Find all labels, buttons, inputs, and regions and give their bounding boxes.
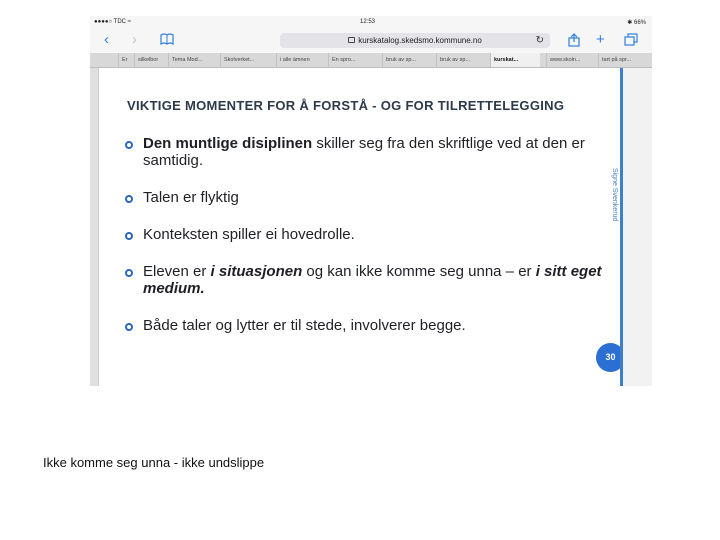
caption: Ikke komme seg unna - ikke undslippe xyxy=(43,455,265,470)
clock: 12:53 xyxy=(360,19,376,25)
bullet-icon xyxy=(125,141,133,149)
tab[interactable]: Tema Mod... xyxy=(168,53,216,67)
list-item: Den muntlige disiplinen skiller seg fra den skriftlige ved at den er samtidig. xyxy=(125,135,610,169)
share-icon[interactable] xyxy=(568,33,580,50)
list-item: Både taler og lytter er til stede, involverer begge. xyxy=(125,317,610,334)
side-panel xyxy=(620,68,652,386)
tabs-overview-icon[interactable] xyxy=(624,33,638,49)
left-margin xyxy=(90,68,98,386)
browser-toolbar xyxy=(90,29,652,53)
presentation-slide xyxy=(98,68,621,386)
tab[interactable]: En spro... xyxy=(328,53,374,67)
new-tab-icon[interactable]: + xyxy=(596,31,605,48)
battery-indicator: ✱ 66% xyxy=(627,20,646,26)
tab-active[interactable]: kurskat... xyxy=(490,53,540,67)
list-item: Talen er flyktig xyxy=(125,189,610,206)
bullet-icon xyxy=(125,195,133,203)
lock-icon xyxy=(348,37,355,43)
bullet-icon xyxy=(125,323,133,331)
page-number-badge: 30 xyxy=(596,343,625,372)
tab[interactable]: Skolverket... xyxy=(220,53,270,67)
tab-bar xyxy=(90,53,652,68)
tab[interactable]: tart på spr... xyxy=(598,53,648,67)
bullet-list xyxy=(125,135,610,354)
author-label: Signe Svenkerud xyxy=(611,168,618,222)
tab[interactable]: i alle ämnen xyxy=(276,53,320,67)
tab[interactable]: bruk av sp... xyxy=(436,53,484,67)
list-item: Konteksten spiller ei hovedrolle. xyxy=(125,226,610,243)
back-icon[interactable]: ‹ xyxy=(104,31,109,48)
tab[interactable]: silkelbor xyxy=(134,53,168,67)
url-text: kurskatalog.skedsmo.kommune.no xyxy=(358,36,482,45)
panel-edge xyxy=(620,68,623,386)
list-item: Eleven er i situasjonen og kan ikke komme seg unna – er i sitt eget medium. xyxy=(125,263,610,297)
tab[interactable]: www.skoln... xyxy=(546,53,596,67)
reload-icon[interactable]: ↻ xyxy=(535,35,544,46)
bullet-icon xyxy=(125,232,133,240)
slide-title: VIKTIGE MOMENTER FOR Å FORSTÅ - OG FOR TILRETTELEGGING xyxy=(127,98,565,113)
address-bar[interactable] xyxy=(280,33,550,48)
screenshot xyxy=(90,16,652,386)
ios-status-bar xyxy=(90,16,652,29)
forward-icon[interactable]: › xyxy=(132,31,137,48)
carrier-signal: ●●●●○ TDC ≈ xyxy=(94,19,131,25)
bullet-icon xyxy=(125,269,133,277)
tab[interactable]: Er xyxy=(118,53,136,67)
tab[interactable]: bruk av sp... xyxy=(382,53,430,67)
bookmarks-icon[interactable] xyxy=(160,33,174,48)
